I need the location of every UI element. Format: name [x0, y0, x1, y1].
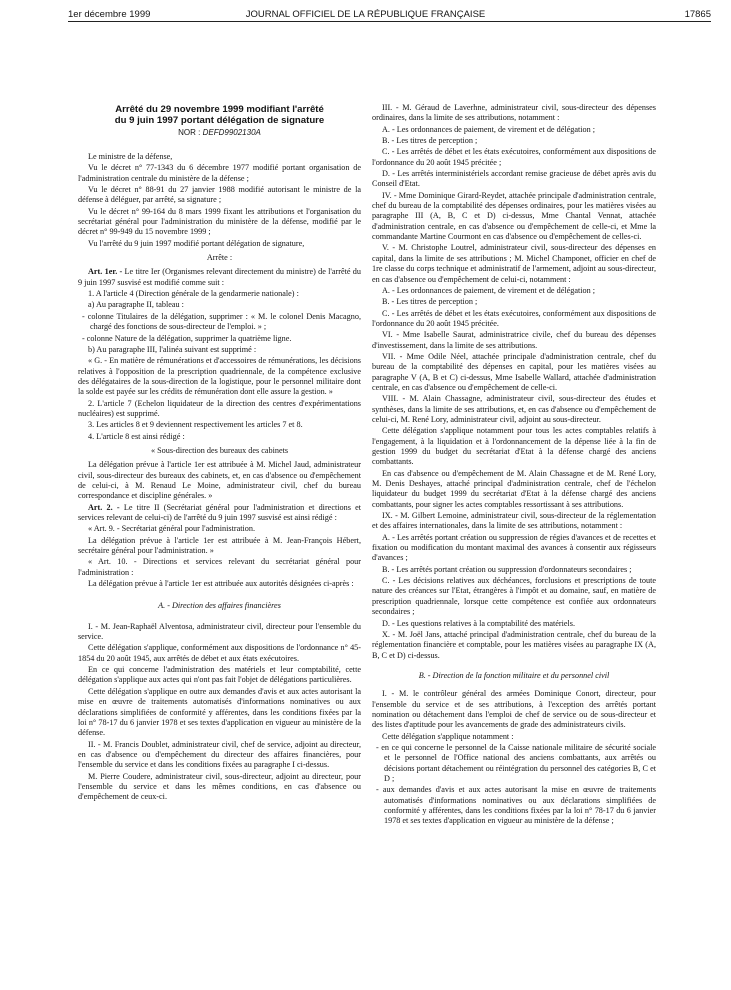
paragraph: C. - Les arrêtés de débet et les états exécutoires, conformément aux dispositions de l'ordonnance du 20 août 1945 précitée ; [372, 147, 656, 167]
paragraph: C. - Les arrêtés de débet et les états exécutoires, conformément aux dispositions de l'ordonnance du 20 août 1945 précitée. [372, 308, 656, 328]
article-1 [78, 267, 361, 288]
paragraph: VIII. - M. Alain Chassagne, administrateur civil, sous-directeur des études et synthèses, dans la limite de ses attributions, et, en cas d'absence ou d'empêchement de celui-ci, M. René Lory, administrateur civil, adjoint au sous-directeur. [372, 394, 656, 424]
paragraph: III. - M. Géraud de Laverhne, administrateur civil, sous-directeur des dépenses ordinaires, dans la limite de ses attributions, notamment : [372, 103, 656, 123]
nor-code: DEFD9902130A [202, 128, 261, 137]
paragraph: VI. - Mme Isabelle Saurat, administratrice civile, chef du bureau des dépenses d'investissement, dans la limite de ses attributions. [372, 330, 656, 350]
paragraph: En ce qui concerne l'administration des matériels et leur comptabilité, cette délégation s'applique aux actes qui n'ont pas fait l'objet de délégations particulières. [78, 665, 361, 685]
list-item: - aux demandes d'avis et aux actes autorisant la mise en œuvre de traitements automatisés d'informations nominatives ou aux déclarations simplifiées de conformité y afférentes, dans les conditions fixées par la loi n° 78-17 du 6 janvier 1978 et ses textes d'application en vigueur au ministère de la défense ; [376, 785, 656, 826]
article-2-label: Art. 2. - [88, 502, 120, 512]
paragraph: A. - Les ordonnances de paiement, de virement et de délégation ; [382, 124, 596, 134]
article-1-label: Art. 1er. - [88, 267, 123, 277]
paragraph: Cette délégation s'applique en outre aux demandes d'avis et aux actes autorisant la mise en œuvre de traitements automatisés d'informations nominatives ou aux déclarations simplifiées de conformité y afférentes, dans les conditions fixées par la loi n° 78-17 du 6 janvier 1978 et ses textes d'application en vigueur au ministère de la défense. [78, 686, 361, 738]
issue-date: 1er décembre 1999 [68, 9, 151, 20]
paragraph: Cette délégation s'applique notamment : [382, 731, 514, 741]
paragraph: II. - M. Francis Doublet, administrateur civil, chef de service, adjoint au directeur, en cas d'absence ou d'empêchement du directeur des affaires financières, pour l'ensemble du service et dans les conditions fixées au paragraphe I ci-dessus. [78, 739, 361, 770]
paragraph: B. - Les arrêtés portant création ou suppression d'ordonnateurs secondaires ; [382, 564, 632, 574]
paragraph: A. - Les ordonnances de paiement, de virement et de délégation ; [382, 285, 596, 295]
paragraph: IV. - Mme Dominique Girard-Reydet, attachée principale d'administration centrale, chef du bureau de la comptabilité des dépenses ordinaires, pour les matières visées au paragraphe III (A, B, C et D) ci-dessus, Mme Chantal Vennat, attachée d'administration centrale, en cas d'absence ou d'empêchement de celle-ci, et Mme la commandante Martine Courmont en cas d'absence ou d'empêchement de celles-ci. [372, 190, 656, 242]
paragraph: D. - Les arrêtés interministériels accordant remise gracieuse de débet après avis du Conseil d'Etat. [372, 169, 656, 189]
article-2 [78, 503, 361, 524]
article-2-text: Le titre II (Secrétariat général pour l'administration et directions et services relevant de celui-ci) de l'arrêté du 9 juin 1997 susvisé est ainsi rédigé : [78, 502, 361, 522]
paragraph: IX. - M. Gilbert Lemoine, administrateur civil, sous-directeur de la réglementation et des affaires internationales, dans la limite de ses attributions, notamment : [372, 511, 656, 531]
paragraph: VII. - Mme Odile Néel, attachée principale d'administration centrale, chef du bureau de la comptabilité des dépenses en capital, pour les matières visées au paragraphe V (A, B et C) ci-dessus, Mme Isabelle Wallard, attachée d'administration centrale, en cas d'absence ou d'empêchement de celle-ci. [372, 351, 656, 392]
paragraph: a) Au paragraphe II, tableau : [88, 300, 184, 310]
paragraph: « Art. 9. - Secrétariat général pour l'administration. [88, 524, 255, 534]
decree-title-line2: du 9 juin 1997 portant délégation de signature [114, 115, 325, 126]
paragraph: « G. - En matière de rémunérations et d'accessoires de rémunérations, les décisions relatives à l'opposition de la prescription quadriennale, de la compétence exclusive des délégataires de la sous-direction de la logistique, pour le personnel militaire dont la solde est payée sur les crédits de rémunération dont elle assure la gestion. » [78, 356, 361, 397]
page-number: 17865 [684, 9, 711, 20]
paragraph: Cette délégation s'applique, conformément aux dispositions de l'ordonnance n° 45-1854 du 20 août 1945, aux arrêtés de débet et aux états exécutoires. [78, 643, 361, 663]
paragraph: La délégation prévue à l'article 1er est attribuée aux autorités désignées ci-après : [88, 579, 354, 589]
header-rule [68, 21, 711, 22]
paragraph: M. Pierre Coudere, administrateur civil, sous-directeur, adjoint au directeur, pour l'ensemble du service et dans les mêmes conditions, en cas d'absence ou d'empêchement de ceux-ci. [78, 771, 361, 802]
nor-label: NOR : [178, 128, 201, 137]
paragraph: « Art. 10. - Directions et services relevant du secrétariat général pour l'administration : [78, 557, 361, 577]
paragraph: La délégation prévue à l'article 1er est attribuée à M. Michel Jaud, administrateur civil, sous-directeur des bureaux des cabinets, et, en cas d'absence ou d'empêchement de celui-ci, à M. Renaud Le Moine, administrateur civil, chef du bureau correspondance et discipline générales. » [78, 460, 361, 501]
paragraph: Vu le décret n° 99-164 du 8 mars 1999 fixant les attributions et l'organisation du secrétariat général pour l'administration du ministère de la défense, modifié par le décret n° 99-949 du 15 novembre 1999 ; [78, 206, 361, 237]
paragraph: D. - Les questions relatives à la comptabilité des matériels. [382, 618, 576, 628]
paragraph: La délégation prévue à l'article 1er est attribuée à M. Jean-François Hébert, secrétaire général pour l'administration. » [78, 535, 361, 556]
paragraph: 4. L'article 8 est ainsi rédigé : [88, 431, 185, 441]
paragraph: 1. A l'article 4 (Direction générale de la gendarmerie nationale) : [88, 289, 299, 299]
list-item: - en ce qui concerne le personnel de la Caisse nationale militaire de sécurité sociale et le personnel de l'Office national des anciens combattants, aux arrêtés ou décisions portant détachement ou réintégration du personnel des catégories B, C et D ; [376, 742, 656, 783]
subheading: « Sous-direction des bureaux des cabinets [150, 445, 289, 455]
nor-reference [78, 128, 361, 137]
paragraph: 3. Les articles 8 et 9 deviennent respectivement les articles 7 et 8. [88, 420, 303, 430]
paragraph: V. - M. Christophe Loutrel, administrateur civil, sous-directeur des dépenses en capital, dans la limite de ses attributions ; M. Michel Champonet, officier en chef de 1re classe du corps technique et administratif de l'armement, adjoint au sous-directeur, en cas d'absence ou d'empêchement de celui-ci, notamment : [372, 243, 656, 284]
paragraph: C. - Les décisions relatives aux déchéances, forclusions et prescriptions de toute nature des créances sur l'Etat, étrangères à l'impôt et au domaine, sauf, en matière de prescription quadriennale, lorsque cette compétence est confiée aux ordonnateurs secondaires ; [372, 576, 656, 617]
list-item: - colonne Nature de la délégation, supprimer la quatrième ligne. [82, 333, 292, 343]
left-column [78, 152, 361, 804]
section-heading-a: A. - Direction des affaires financières [158, 601, 281, 611]
decree-title-line1: Arrêté du 29 novembre 1999 modifiant l'arrêté [115, 104, 324, 115]
paragraph: 2. L'article 7 (Echelon liquidateur de la direction des centres d'expérimentations nucléaires) est supprimé. [78, 398, 361, 418]
list-item: - colonne Titulaires de la délégation, supprimer : « M. le colonel Denis Macagno, chargé des fonctions de sous-directeur de l'emploi. » ; [82, 311, 361, 332]
paragraph: B. - Les titres de perception ; [382, 136, 478, 146]
arrete-heading: Arrête : [206, 253, 233, 263]
paragraph: Cette délégation s'applique notamment pour tous les actes comptables relatifs à l'engagement, à la liquidation et à l'ordonnancement de la dépense liée à la fin de gestion 1999 du budget du secrétariat d'Etat à la défense chargé des anciens combattants. [372, 426, 656, 467]
paragraph: I. - M. le contrôleur général des armées Dominique Conort, directeur, pour l'ensemble du service et de ses attributions, à l'exception des arrêtés portant nomination ou détachement dans l'emploi de chef de service ou de sous-directeur et des listes d'aptitude pour les avancements de grade des administrateurs civils. [372, 689, 656, 730]
paragraph: X. - M. Joël Jans, attaché principal d'administration centrale, chef du bureau de la réglementation financière et comptable, pour les matières visées au paragraphe IX (A, B, C et D) ci-dessus. [372, 629, 656, 660]
right-column [372, 103, 656, 828]
paragraph: Vu le décret n° 77-1343 du 6 décembre 1977 modifié portant organisation de l'administration centrale du ministère de la défense ; [78, 163, 361, 183]
journal-title: JOURNAL OFFICIEL DE LA RÉPUBLIQUE FRANÇAISE [245, 9, 486, 20]
decree-title [78, 104, 361, 126]
paragraph: b) Au paragraphe III, l'alinéa suivant est supprimé : [88, 344, 257, 354]
section-heading-b: B. - Direction de la fonction militaire et du personnel civil [418, 670, 610, 680]
paragraph: Vu l'arrêté du 9 juin 1997 modifié portant délégation de signature, [88, 238, 305, 248]
paragraph: A. - Les arrêtés portant création ou suppression de régies d'avances et de recettes et fixation ou modification du montant maximal des avances à consentir aux régisseurs d'avances ; [372, 532, 656, 563]
paragraph: Le ministre de la défense, [88, 152, 173, 161]
paragraph: B. - Les titres de perception ; [382, 297, 478, 307]
paragraph: I. - M. Jean-Raphaël Alventosa, administrateur civil, directeur pour l'ensemble du service. [78, 621, 361, 642]
article-1-text: Le titre Ier (Organismes relevant directement du ministre) de l'arrêté du 9 juin 1997 susvisé est modifié comme suit : [78, 267, 361, 287]
paragraph: Vu le décret n° 88-91 du 27 janvier 1988 modifié autorisant le ministre de la défense à déléguer, par arrêté, sa signature ; [78, 185, 361, 205]
paragraph: En cas d'absence ou d'empêchement de M. Alain Chassagne et de M. René Lory, M. Denis Deshayes, attaché principal d'administration centrale, chef de l'échelon liquidateur du budget 1999 du secrétariat d'Etat à la défense chargé des anciens combattants, pour signer les actes comptables ressortissant à ses attributions. [372, 468, 656, 509]
